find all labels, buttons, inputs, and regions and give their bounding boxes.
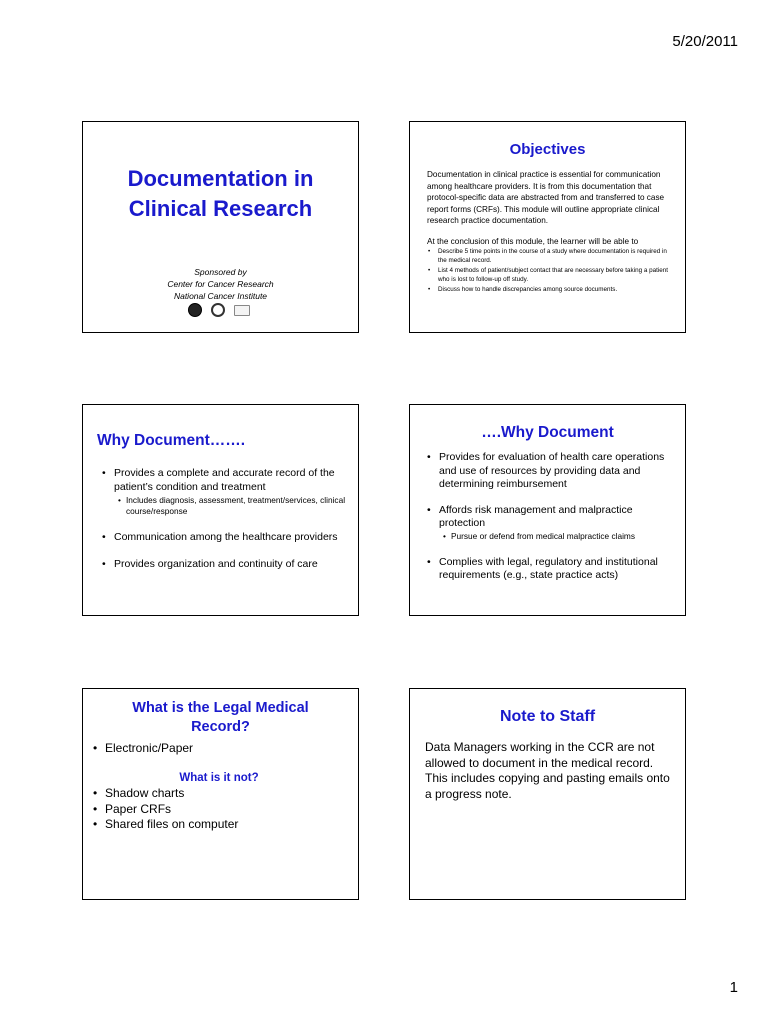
list-item: • Discuss how to handle discrepancies among source documents. xyxy=(427,286,675,295)
objectives-title: Objectives xyxy=(509,141,586,158)
slide-objectives xyxy=(409,121,686,333)
title-line-2: Clinical Research xyxy=(128,196,313,221)
sponsor-block xyxy=(83,266,358,302)
list-item: • Provides organization and continuity of care xyxy=(93,558,348,572)
list-item: • Shadow charts xyxy=(89,786,349,802)
why-document-2-title: ….Why Document xyxy=(481,424,614,441)
title-line-1: Documentation in xyxy=(127,166,314,191)
nci-logo-icon xyxy=(234,305,250,316)
sub-list-item: • Pursue or defend from medical malpractice claims xyxy=(418,531,678,542)
slide-title xyxy=(82,121,359,333)
legal-title-line-1: What is the Legal Medical xyxy=(132,700,309,716)
list-item: • Provides for evaluation of health care operations and use of resources by providing data and determining reimbursement xyxy=(418,451,678,492)
slide-title-heading xyxy=(83,164,358,224)
legal-title-line-2: Record? xyxy=(191,719,250,735)
why-document-2-body xyxy=(418,451,678,595)
objectives-body xyxy=(427,169,675,297)
list-item: • List 4 methods of patient/subject contact that are necessary before taking a patient who is lost to follow-up off study. xyxy=(427,267,675,284)
note-to-staff-title: Note to Staff xyxy=(499,708,596,725)
list-item: • Complies with legal, regulatory and institutional requirements (e.g., state practice acts) xyxy=(418,556,678,583)
legal-record-title xyxy=(83,699,358,737)
why-document-title: Why Document……. xyxy=(97,432,246,449)
objectives-paragraph-1: Documentation in clinical practice is essential for communication among healthcare providers. It is from this documentation that protocol-specific data are abstracted from and transferred to case report forms (CRFs). This module will outline appropriate clinical research practice documentation. xyxy=(427,170,665,225)
list-item: • Paper CRFs xyxy=(89,802,349,818)
list-item: • Describe 5 time points in the course of a study where documentation is required in the medical record. xyxy=(427,248,675,265)
objectives-paragraph-2: At the conclusion of this module, the learner will be able to xyxy=(427,236,639,246)
logo-row xyxy=(188,303,250,317)
slide-why-document-1 xyxy=(82,404,359,616)
slide-why-document-2 xyxy=(409,404,686,616)
sponsored-by-label: Sponsored by xyxy=(194,267,247,277)
sub-list-item: • Includes diagnosis, assessment, treatment/services, clinical course/response xyxy=(93,495,348,517)
sponsor-ccr: Center for Cancer Research xyxy=(167,279,274,289)
list-item: • Affords risk management and malpractice protection xyxy=(418,504,678,531)
objectives-list xyxy=(427,248,675,295)
list-item: • Electronic/Paper xyxy=(89,741,349,757)
legal-record-body xyxy=(89,741,349,833)
hhs-logo-icon xyxy=(188,303,202,317)
list-item: • Shared files on computer xyxy=(89,817,349,833)
sponsor-nci: National Cancer Institute xyxy=(173,291,268,301)
nih-seal-icon xyxy=(211,303,225,317)
page-number: 1 xyxy=(729,979,738,996)
list-item: • Communication among the healthcare providers xyxy=(93,531,348,545)
what-is-it-not-subtitle: What is it not? xyxy=(179,771,259,784)
slide-note-to-staff xyxy=(409,688,686,900)
page-date: 5/20/2011 xyxy=(672,33,738,50)
why-document-body xyxy=(93,467,348,584)
slide-legal-medical-record xyxy=(82,688,359,900)
list-item: • Provides a complete and accurate record of the patient’s condition and treatment xyxy=(93,467,348,494)
note-to-staff-body: Data Managers working in the CCR are not allowed to document in the medical record. This includes copying and pasting emails onto a progress note. xyxy=(425,740,670,801)
